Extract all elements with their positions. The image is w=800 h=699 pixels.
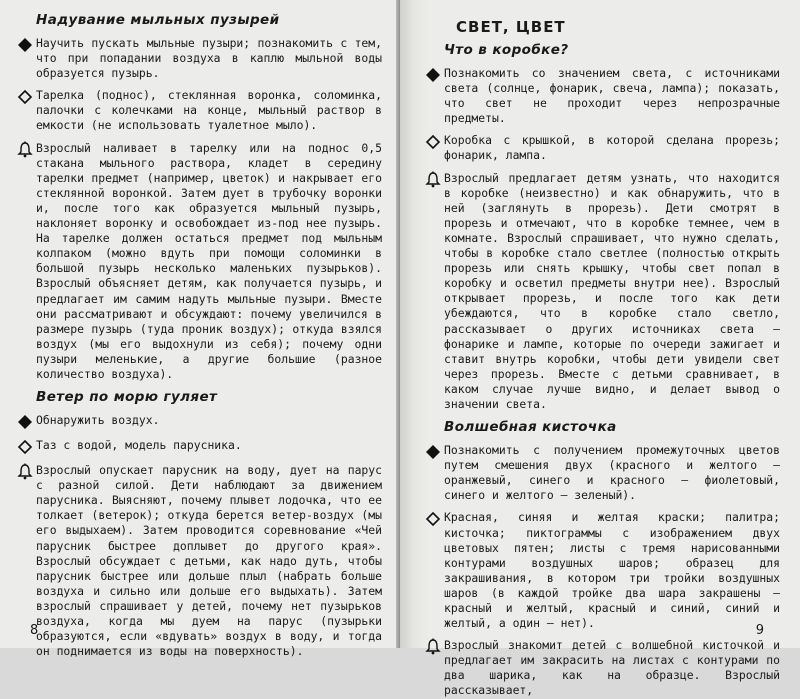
page-number: 9	[755, 623, 764, 638]
materials-text: Коробка с крышкой, в которой сделана прорезь; фонарик, лампа.	[444, 133, 780, 163]
topic-title: Что в коробке?	[444, 42, 569, 58]
activity-block	[14, 141, 382, 383]
goal-block	[422, 66, 780, 126]
goal-text: Научить пускать мыльные пузыри; познакомить с тем, что при попадании воздуха в каплю мыльной воды образуется пузырь.	[36, 36, 382, 81]
filled-diamond-icon	[14, 36, 36, 54]
activity-block	[422, 638, 780, 698]
left-page	[0, 0, 400, 659]
topic	[14, 389, 382, 659]
goal-block	[14, 36, 382, 81]
goal-block	[14, 413, 382, 431]
page-number: 8	[30, 623, 39, 638]
bell-icon	[422, 638, 444, 656]
topic	[14, 12, 382, 382]
topic-title: Надувание мыльных пузырей	[36, 12, 280, 28]
topic-title: Ветер по морю гуляет	[36, 389, 218, 406]
goal-text: Обнаружить воздух.	[36, 413, 160, 428]
activity-block	[422, 171, 780, 413]
outline-diamond-icon	[422, 510, 444, 528]
materials-text: Таз с водой, модель парусника.	[36, 438, 242, 453]
goal-text: Познакомить с получением промежуточных цветов путем смешения двух (красного и желтого — оранжевый, синего и красного — фиолетовый, синего и желтого — зеленый).	[444, 443, 780, 503]
filled-diamond-icon	[14, 413, 36, 431]
materials-text: Тарелка (поднос), стеклянная воронка, соломинка, палочки с колечками на конце, мыльный раствор в емкости (не использовать туалетное мыло).	[36, 88, 382, 133]
outline-diamond-icon	[14, 438, 36, 456]
section-title: СВЕТ, ЦВЕТ	[456, 18, 566, 36]
topic	[422, 42, 780, 412]
bell-icon	[422, 171, 444, 189]
topic-title: Волшебная кисточка	[444, 419, 617, 436]
activity-block	[14, 463, 382, 659]
materials-block	[422, 510, 780, 631]
activity-text: Взрослый предлагает детям узнать, что находится в коробке (неизвестно) и как обнаружить, что в ней (заглянуть в прорезь). Дети смотрят в прорезь и отмечают, что в коробке темнее, чем в комнате. Взрослый спрашивает, что нужно сделать, чтобы в коробке стало светлее (полностью открыть прорезь или снять крышку, чтобы свет попал в коробку и осветил предметы внутри нее). Взрослый открывает прорезь, и после того как дети убеждаются, что в коробке стало светло, рассказывает о других источниках света — фонарике и лампе, которые по очереди зажигает и ставит внутрь коробки, чтобы дети увидели свет через прорезь. Вместе с детьми сравнивает, в каком случае лучше видно, и делает вывод о значении света.	[444, 170, 780, 411]
topic	[422, 419, 780, 699]
materials-block	[422, 133, 780, 163]
filled-diamond-icon	[422, 66, 444, 84]
materials-block	[14, 88, 382, 133]
goal-block	[422, 443, 780, 503]
outline-diamond-icon	[14, 88, 36, 106]
activity-text: Взрослый знакомит детей с волшебной кисточкой и предлагает им закрасить на листах с контурами по два шарика, как на образце. Взрослый рассказывает,	[444, 638, 780, 698]
filled-diamond-icon	[422, 443, 444, 461]
materials-block	[14, 438, 382, 456]
materials-text: Красная, синяя и желтая краски; палитра; кисточка; пиктограммы с изображением двух цветовых пятен; листы с тремя нарисованными контурами воздушных шаров; образец для закрашивания, в котором три тройки воздушных шаров (в каждой тройке два шара закрашены — красный и желтый, красный и синий, синий и желтый, а один — нет).	[444, 510, 780, 631]
activity-text: Взрослый наливает в тарелку или на поднос 0,5 стакана мыльного раствора, кладет в середину тарелки предмет (например, цветок) и накрывает его стеклянной воронкой. Затем дует в трубочку воронки и, после того как образуется мыльный пузырь, наклоняет воронку и освобождает из-под нее пузырь. На тарелке должен остаться предмет под мыльным колпаком (можно вдуть при помощи соломинки в большой пузырь несколько маленьких пузырьков). Взрослый объясняет детям, как получается пузырь, и предлагает им самим надуть мыльные пузыри. Вместе они рассматривают и обсуждают: почему увеличился в размере пузырь (туда проник воздух); откуда взялся воздух (мы его выдохнули из себя); почему одни пузыри меленькие, а другие большие (разное количество воздуха).	[36, 140, 382, 381]
activity-text: Взрослый опускает парусник на воду, дует на парус с разной силой. Дети наблюдают за движением парусника. Выясняют, почему плывет лодочка, что ее толкает (ветерок); откуда берется ветер-воздух (мы его выдыхаем). Затем проводится соревнование «Чей парусник быстрее доплывет до другого края». Взрослый обсуждает с детьми, как надо дуть, чтобы парусник быстрее или дольше плыл (набрать больше воздуха и сильно или дольше его выдыхать). Затем взрослый спрашивает у детей, почему нет пузырьков воздуха, когда мы дуем на парус (пузырьки образуются, если «вдувать» воздух в воду, и тогда он поднимается из воды на поверхность).	[36, 463, 382, 659]
goal-text: Познакомить со значением света, с источниками света (солнце, фонарик, свеча, лампа); показать, что свет не проходит через непрозрачные предметы.	[444, 66, 780, 126]
bell-icon	[14, 141, 36, 159]
right-page	[400, 0, 800, 698]
bell-icon	[14, 463, 36, 481]
outline-diamond-icon	[422, 133, 444, 151]
